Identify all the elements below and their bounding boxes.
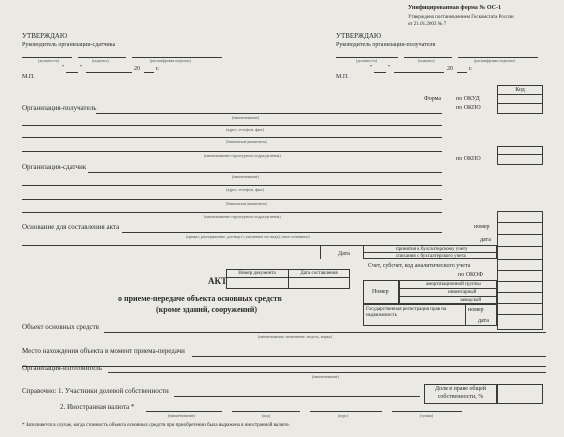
left-approval-heading: УТВЕРЖДАЮ [22, 32, 68, 40]
registration-number-label: номер [468, 307, 484, 313]
grid-divider [497, 259, 543, 260]
grid-divider [497, 246, 543, 247]
factory-label: заводской [460, 298, 481, 303]
basis-line[interactable] [122, 232, 442, 233]
left-cap-position: (должность) [38, 58, 59, 63]
right-cap-decoding: (расшифровка подписи) [474, 58, 515, 63]
doc-date-header: Дата составления [300, 271, 338, 276]
basis-label: Основание для составления акта [22, 223, 120, 231]
left-mp: М.П. [22, 74, 35, 80]
accepted-label: принятия к бухгалтерскому учету [396, 247, 468, 252]
left-month-line[interactable] [86, 72, 132, 73]
right-mp: М.П. [336, 74, 349, 80]
currency-cap-rate: (курс) [338, 413, 349, 418]
number-group-label: Номер [372, 289, 389, 295]
currency-cap-code: (код) [262, 413, 271, 418]
right-year-line[interactable] [457, 72, 467, 73]
act-subtitle-1: о приеме-передаче объекта основных средств [118, 294, 282, 303]
recipient-division-line[interactable] [22, 151, 442, 152]
codes-grid-top [497, 211, 543, 271]
reference-label: Справочно: 1. Участники долевой собственности [22, 387, 169, 395]
currency-name-line[interactable] [146, 411, 222, 412]
reference-line[interactable] [174, 396, 420, 397]
right-cap-signature: (подпись) [418, 58, 435, 63]
currency-code-line[interactable] [232, 411, 300, 412]
okpo-label: по ОКПО [456, 105, 481, 111]
left-cap-signature: (подпись) [92, 58, 109, 63]
grid-divider [497, 281, 543, 282]
sender-division-line[interactable] [22, 212, 442, 213]
basis-number-label: номер [474, 224, 490, 230]
recipient-label: Организация-получатель [22, 104, 97, 112]
recipient-cap-bank: (банковские реквизиты) [226, 139, 267, 144]
sender-cap-bank: (банковские реквизиты) [226, 201, 267, 206]
date-divider [320, 245, 321, 259]
codes-grid-bottom [497, 270, 543, 330]
registration-date-label: дата [478, 318, 489, 324]
footnote: * Заполняется в случае, когда стоимость объекта основных средств при приобретении была выражена в иностранной валюте. [22, 423, 291, 428]
grid-divider [399, 296, 497, 297]
grid-divider [399, 288, 497, 289]
right-cap-position: (должность) [356, 58, 377, 63]
currency-cap-name: (наименование) [168, 413, 195, 418]
right-approval-heading: УТВЕРЖДАЮ [336, 32, 382, 40]
basis-date-label: дата [480, 237, 491, 243]
manufacturer-cap: (наименование) [312, 374, 339, 379]
basis-cap: (приказ, распоряжение, договор (с указанием его вида), иное основание) [186, 234, 310, 239]
sender-address-line[interactable] [22, 185, 442, 186]
okof-label: по ОКОФ [458, 272, 484, 278]
state-registration-label: Государственная регистрация прав на недвижимость [366, 307, 447, 318]
act-title: АКТ [208, 276, 228, 286]
inventory-label: инвентарный [448, 290, 477, 295]
form-label: Форма [424, 96, 442, 102]
right-month-line[interactable] [394, 72, 444, 73]
left-year-suffix: г. [156, 66, 160, 72]
recipient-address-line[interactable] [22, 125, 442, 126]
location-line[interactable] [192, 356, 546, 357]
grid-divider [363, 252, 497, 253]
currency-rate-line[interactable] [310, 411, 382, 412]
right-quote-close: " [388, 65, 391, 71]
object-line[interactable] [104, 332, 546, 333]
code-header: Код [515, 87, 525, 93]
grid-divider [497, 292, 543, 293]
account-line-label: Счет, субсчет, код аналитического учета [368, 263, 471, 269]
amort-group-label: амортизационной группы [426, 282, 481, 287]
right-year: 20 [447, 66, 453, 72]
sender-okpo-label: по ОКПО [456, 156, 481, 162]
grid-divider [497, 234, 543, 235]
manufacturer-label: Организация-изготовитель [22, 364, 102, 372]
sender-cap-address: (адрес, телефон, факс) [226, 187, 265, 192]
left-day-line[interactable] [66, 72, 78, 73]
currency-sum-line[interactable] [392, 411, 462, 412]
sender-cap-division: (наименование структурного подразделения) [204, 214, 281, 219]
left-quote-close: " [80, 65, 83, 71]
right-quote-open: " [370, 65, 373, 71]
sender-bank-line[interactable] [22, 199, 442, 200]
manufacturer-line[interactable] [108, 372, 546, 373]
right-approval-role: Руководитель организации-получателя [336, 42, 436, 48]
grid-divider [497, 222, 543, 223]
right-day-line[interactable] [374, 72, 386, 73]
sender-name-line[interactable] [88, 172, 442, 173]
currency-label: 2. Иностранная валюта * [60, 403, 135, 411]
recipient-cap-division: (наименование структурного подразделения) [204, 153, 281, 158]
okud-label: по ОКУД [456, 96, 480, 102]
okpo-box[interactable] [497, 103, 543, 114]
left-approval-role: Руководитель организации-сдатчика [22, 42, 116, 48]
left-cap-decoding: (расшифровка подписи) [150, 58, 191, 63]
sender-cap-name: (наименование) [232, 174, 259, 179]
approved-date: от 21.01.2003 № 7 [408, 22, 447, 27]
grid-divider [497, 303, 543, 304]
grid-divider [497, 314, 543, 315]
object-label: Объект основных средств [22, 323, 99, 331]
recipient-bank-line[interactable] [22, 137, 442, 138]
act-subtitle-2: (кроме зданий, сооружений) [156, 305, 258, 314]
grid-divider [465, 304, 466, 326]
written-off-label: списания с бухгалтерского учета [396, 254, 466, 259]
form-title: Унифицированная форма № ОС-1 [408, 5, 501, 11]
object-cap: (наименование, назначение, модель, марка) [258, 334, 332, 339]
currency-cap-sum: (сумма) [420, 413, 434, 418]
location-label: Место нахождения объекта в момент приема-передачи [22, 347, 185, 355]
right-year-suffix: г. [469, 66, 473, 72]
recipient-name-line[interactable] [96, 113, 442, 114]
recipient-cap-address: (адрес, телефон, факс) [226, 127, 265, 132]
left-year: 20 [134, 66, 140, 72]
left-year-line[interactable] [144, 72, 154, 73]
share-label: Доля в праве общей собственности, % [435, 386, 486, 400]
sender-label: Организация-сдатчик [22, 163, 87, 171]
doc-number-header: Номер документа [238, 271, 276, 276]
sender-okpo-box[interactable] [497, 154, 543, 165]
share-value-box[interactable] [497, 384, 543, 404]
date-label: Дата [338, 251, 350, 257]
approved-by: Утверждена постановлением Госкомстата России [408, 15, 514, 20]
recipient-cap-name: (наименование) [232, 115, 259, 120]
left-quote-open: " [62, 65, 65, 71]
